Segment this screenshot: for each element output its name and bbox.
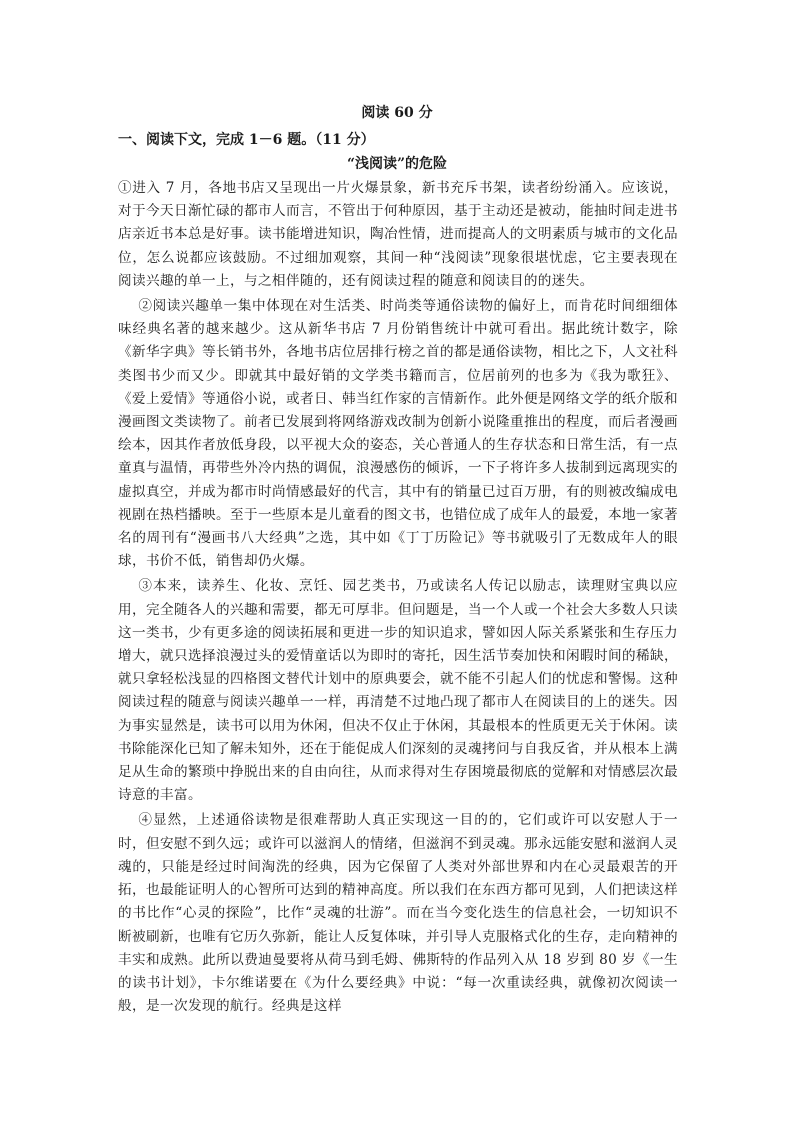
paragraph-1: ①进入 7 月，各地书店又呈现出一片火爆景象，新书充斥书架，读者纷纷涌入。应该说，对于今天日渐忙碌的都市人而言，不管出于何种原因，基于主动还是被动，能抽时间走进书店亲近书本总是好事。读书能增进知识，陶冶性情，进而提高人的文明素质与城市的文化品位，怎么说都应该鼓励。不过细加观察，其间一种“浅阅读”现象很堪忧虑，它主要表现在阅读兴趣的单一上，与之相伴随的，还有阅读过程的随意和阅读目的的迷失。 [118, 180, 678, 289]
article-title: “浅阅读”的危险 [346, 156, 448, 172]
paragraph-3: ③本来，读养生、化妆、烹饪、园艺类书，乃或读名人传记以励志，读理财宝典以应用，完全随各人的兴趣和需要，都无可厚非。但问题是，当一个人或一个社会大多数人只读这一类书，少有更多途的阅读拓展和更进一步的知识追求，譬如因人际关系紧张和生存压力增大，就只选择浪漫过头的爱情童话以为即时的寄托，因生活节奏加快和闲暇时间的稀缺，就只拿轻松浅显的四格图文替代计划中的原典要会，就不能不引起人们的忧虑和警惕。这种阅读过程的随意与阅读兴趣单一一样，再清楚不过地凸现了都市人在阅读目的上的迷失。因为事实显然是，读书可以用为休闲，但决不仅止于休闲，其最根本的性质更无关于休闲。读书除能深化已知了解未知外，还在于能促成人们深刻的灵魂拷问与自我反省，并从根本上满足从生命的繁琐中挣脱出来的自由向往，从而求得对生存困境最彻底的觉解和对情感层次最诗意的丰富。 [118, 578, 678, 804]
question-header: 一、阅读下文，完成 1－6 题。（11 分） [118, 132, 375, 148]
paragraph-4: ④显然，上述通俗读物是很难帮助人真正实现这一目的的，它们或许可以安慰人于一时，但安慰不到久远；或许可以滋润人的情绪，但滋润不到灵魂。那永远能安慰和滋润人灵魂的，只能是经过时间淘洗的经典，因为它保留了人类对外部世界和内在心灵最艰苦的开拓，也最能证明人的心智所可达到的精神高度。所以我们在东西方都可见到，人们把读这样的书比作“心灵的探险”，比作“灵魂的壮游”。而在当今变化迭生的信息社会，一切知识不断被刷新，也唯有它历久弥新，能让人反复体味，并引导人克服格式化的生存，走向精神的丰实和成熟。此所以费迪曼要将从荷马到毛姆、佛斯特的作品列入从 18 岁到 80 岁《一生的读书计划》，卡尔维诺要在《为什么要经典》中说：“每一次重读经典，就像初次阅读一般，是一次发现的航行。经典是这样 [118, 812, 678, 1015]
section-title: 阅读 60 分 [361, 105, 433, 121]
article-body [118, 177, 678, 1018]
paragraph-2: ②阅读兴趣单一集中体现在对生活类、时尚类等通俗读物的偏好上，而肯花时间细细体味经典名著的越来越少。这从新华书店 7 月份销售统计中就可看出。据此统计数字，除《新华字典》等长销书外，各地书店位居排行榜之首的都是通俗读物，相比之下，人文社科类图书少而又少。即就其中最好销的文学类书籍而言，位居前列的也多为《我为歌狂》、《爱上爱情》等通俗小说，或者日、韩当红作家的言情新作。此外便是网络文学的纸介版和漫画图文类读物了。前者已发展到将网络游戏改制为创新小说隆重推出的程度，而后者漫画绘本，因其作者放低身段，以平视大众的姿态，关心普通人的生存状态和日常生活，有一点童真与温情，再带些外冷内热的调侃，浪漫感伤的倾诉，一下子将许多人拔制到远离现实的虚拟真空，并成为都市时尚情感最好的代言，其中有的销量已过百万册，有的则被改编成电视剧在热档播映。至于一些原本是儿童看的图文书，也错位成了成年人的最爱，本地一家著名的周刊有“漫画书八大经典”之选，其中如《丁丁历险记》等书就吸引了无数成年人的眼球，书价不低，销售却仍火爆。 [118, 298, 678, 570]
